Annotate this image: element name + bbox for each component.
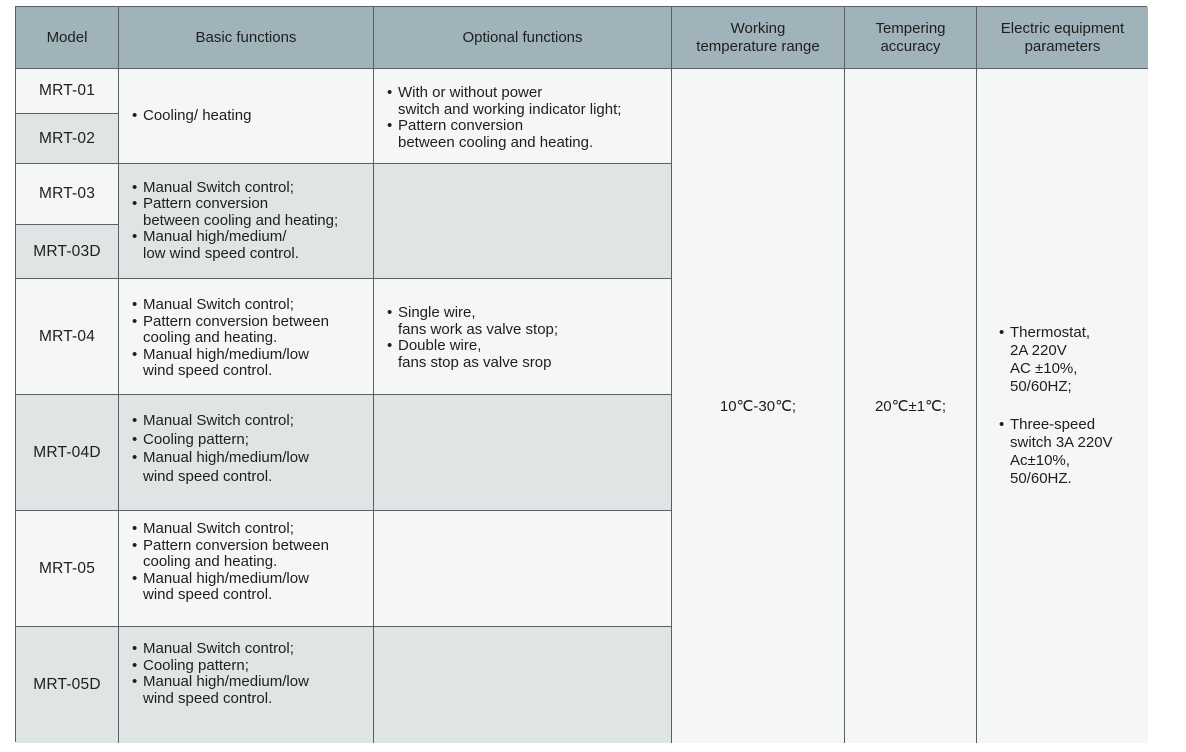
spec-table [15,6,1147,742]
basic-function-item: • Pattern conversion between cooling and heating; [132,196,367,229]
basic-function-item: • Manual Switch control; [132,297,367,314]
model-cell: MRT-01 [16,69,119,114]
basic-function-item: • Cooling pattern; [132,658,367,675]
optional-functions-cell-empty [374,627,672,743]
header-model: Model [16,7,119,69]
basic-function-item: • Manual Switch control; [132,180,367,197]
electric-parameters-cell [977,69,1148,743]
model-cell: MRT-03 [16,164,119,225]
basic-functions-cell [119,395,374,511]
optional-functions-cell-empty [374,395,672,511]
optional-function-item: • Pattern conversion between cooling and heating. [387,118,665,151]
electric-parameter-item: • Three-speed switch 3A 220V Ac±10%, 50/60HZ. [999,416,1148,488]
working-temperature-range-value: 10℃-30℃; [672,69,845,743]
optional-function-item: • Double wire, fans stop as valve srop [387,338,665,371]
optional-function-item: • With or without power switch and working indicator light; [387,85,665,118]
basic-function-item: • Manual high/medium/low wind speed control. [132,571,367,604]
header-basic-functions: Basic functions [119,7,374,69]
basic-function-item: • Manual Switch control; [132,521,367,538]
model-cell: MRT-05 [16,511,119,627]
optional-functions-cell-empty [374,511,672,627]
basic-function-item: • Cooling pattern; [132,431,367,450]
basic-function-item: • Manual Switch control; [132,412,367,431]
basic-function-item: • Pattern conversion between cooling and heating. [132,314,367,347]
tempering-accuracy-value: 20℃±1℃; [845,69,977,743]
model-cell: MRT-03D [16,225,119,279]
basic-function-item: • Manual high/medium/low wind speed control. [132,449,367,486]
model-cell: MRT-04D [16,395,119,511]
basic-function-item: • Pattern conversion between cooling and heating. [132,538,367,571]
optional-functions-cell [374,279,672,395]
model-cell: MRT-02 [16,114,119,164]
basic-functions-cell [119,279,374,395]
model-cell: MRT-04 [16,279,119,395]
electric-parameter-item: • Thermostat, 2A 220V AC ±10%, 50/60HZ; [999,324,1148,396]
basic-function-item: • Cooling/ heating [132,108,367,125]
basic-function-item: • Manual high/medium/low wind speed control. [132,674,367,707]
basic-function-item: • Manual Switch control; [132,641,367,658]
optional-functions-cell [374,69,672,164]
basic-function-item: • Manual high/medium/ low wind speed control. [132,229,367,262]
basic-functions-cell [119,164,374,279]
optional-function-item: • Single wire, fans work as valve stop; [387,305,665,338]
header-electric-equipment-parameters: Electric equipment parameters [977,7,1148,69]
header-working-temperature-range: Working temperature range [672,7,845,69]
basic-functions-cell [119,627,374,743]
basic-functions-cell [119,69,374,164]
optional-functions-cell-empty [374,164,672,279]
header-optional-functions: Optional functions [374,7,672,69]
basic-function-item: • Manual high/medium/low wind speed control. [132,347,367,380]
model-cell: MRT-05D [16,627,119,743]
header-tempering-accuracy: Tempering accuracy [845,7,977,69]
basic-functions-cell [119,511,374,627]
